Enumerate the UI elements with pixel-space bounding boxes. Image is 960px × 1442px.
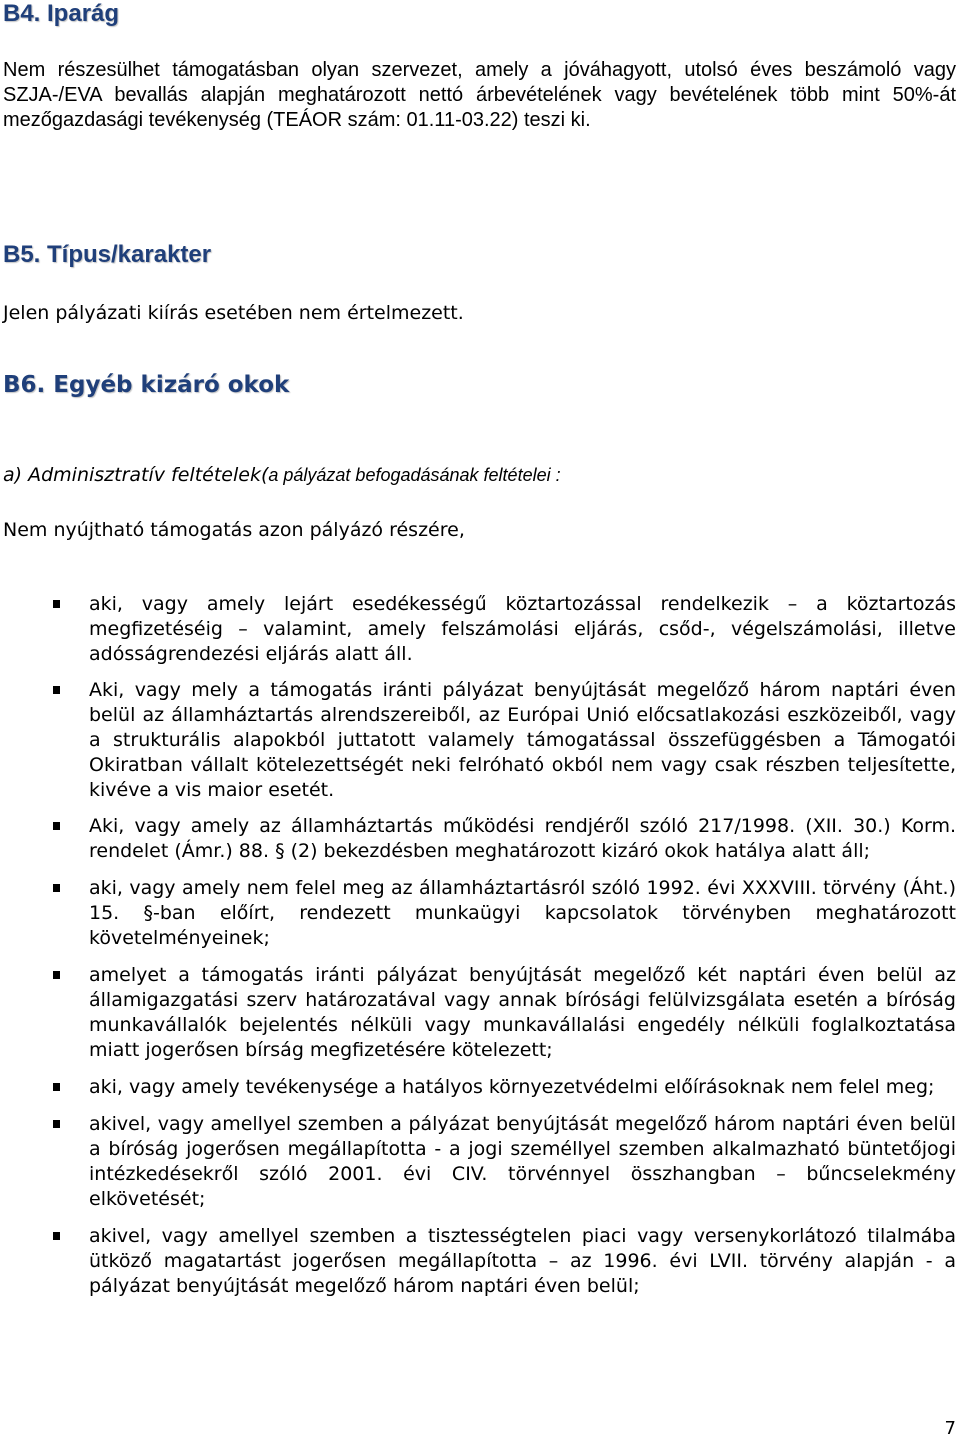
list-item bbox=[0, 814, 956, 864]
list-item bbox=[0, 963, 956, 1063]
list-item-text: akivel, vagy amellyel szemben a pályázat benyújtását megelőző három naptári éven belül a bíróság jogerősen megállapította - a jogi személlyel szemben alkalmazható büntetőjogi intézkedésekről szóló 2001. évi CIV. törvénnyel összhangban – bűncselekmény elkövetését; bbox=[89, 1113, 956, 1210]
list-item bbox=[0, 1075, 956, 1100]
section-heading-b5: B5. Típus/karakter bbox=[3, 241, 212, 268]
bullet-square-icon bbox=[53, 686, 60, 694]
page-number: 7 bbox=[944, 1418, 956, 1439]
list-item bbox=[0, 678, 956, 803]
subheading-part-detail: a pályázat befogadásának feltételei : bbox=[268, 465, 561, 485]
list-item bbox=[0, 1112, 956, 1212]
intro-text: Nem nyújtható támogatás azon pályázó részére, bbox=[3, 519, 465, 541]
subheading-administrative-conditions bbox=[3, 463, 561, 488]
list-item-text: Aki, vagy amely az államháztartás működési rendjéről szóló 217/1998. (XII. 30.) Korm. rendelet (Ámr.) 88. § (2) bekezdésben meghatározott kizáró okok hatálya alatt áll; bbox=[89, 815, 956, 862]
list-item bbox=[0, 592, 956, 667]
bullet-square-icon bbox=[53, 1232, 60, 1240]
list-item-text: akivel, vagy amellyel szemben a tisztességtelen piaci vagy versenykorlátozó tilalmába ütköző magatartást jogerősen megállapította – az 1996. évi LVII. törvény alapján - a pályázat benyújtását megelőző három naptári éven belül; bbox=[89, 1225, 956, 1297]
section-heading-b6: B6. Egyéb kizáró okok bbox=[3, 372, 290, 398]
bullet-square-icon bbox=[53, 971, 60, 979]
exclusion-list bbox=[0, 592, 960, 1311]
subheading-part-main: a) Adminisztratív feltételek( bbox=[3, 464, 269, 486]
list-item-text: aki, vagy amely tevékenysége a hatályos környezetvédelmi előírásoknak nem felel meg; bbox=[89, 1076, 935, 1098]
list-item bbox=[0, 876, 956, 951]
bullet-square-icon bbox=[53, 600, 60, 608]
list-item-text: amelyet a támogatás iránti pályázat benyújtását megelőző két naptári éven belül az államigazgatási szerv határozatával vagy annak bírósági felülvizsgálata esetén a bíróság munkavállalók bejelentés nélküli vagy munkavállalási engedély nélküli foglalkoztatása miatt jogerősen bírság megfizetésére kötelezett; bbox=[89, 964, 956, 1061]
bullet-square-icon bbox=[53, 884, 60, 892]
bullet-square-icon bbox=[53, 1120, 60, 1128]
list-item-text: Aki, vagy mely a támogatás iránti pályázat benyújtását megelőző három naptári éven belül az államháztartás alrendszereiből, az Európai Unió előcsatlakozási eszközeiből, vagy a strukturális alapokból juttatott valamely támogatással összefüggésben a Támogatói Okiratban vállalt kötelezettségét neki felróható okból nem vagy csak részben teljesítette, kivéve a vis maior esetét. bbox=[89, 679, 956, 801]
section-heading-b4: B4. Iparág bbox=[3, 0, 120, 27]
bullet-square-icon bbox=[53, 822, 60, 830]
list-item-text: aki, vagy amely lejárt esedékességű köztartozással rendelkezik – a köztartozás megfizetéséig – valamint, amely felszámolási eljárás, csőd-, végelszámolási, illetve adósságrendezési eljárás alatt áll. bbox=[89, 593, 956, 665]
section-body-b5: Jelen pályázati kiírás esetében nem értelmezett. bbox=[3, 302, 464, 324]
bullet-square-icon bbox=[53, 1083, 60, 1091]
section-body-b4: Nem részesülhet támogatásban olyan szervezet, amely a jóváhagyott, utolsó éves beszámoló vagy SZJA-/EVA bevallás alapján meghatározott nettó árbevételének vagy bevételének több mint 50%-át mezőgazdasági tevékenység (TEÁOR szám: 01.11-03.22) teszi ki. bbox=[3, 59, 956, 131]
list-item bbox=[0, 1224, 956, 1299]
list-item-text: aki, vagy amely nem felel meg az államháztartásról szóló 1992. évi XXXVIII. törvény (Áht.) 15. §-ban előírt, rendezett munkaügyi kapcsolatok törvényben meghatározott követelményeinek; bbox=[89, 877, 956, 949]
